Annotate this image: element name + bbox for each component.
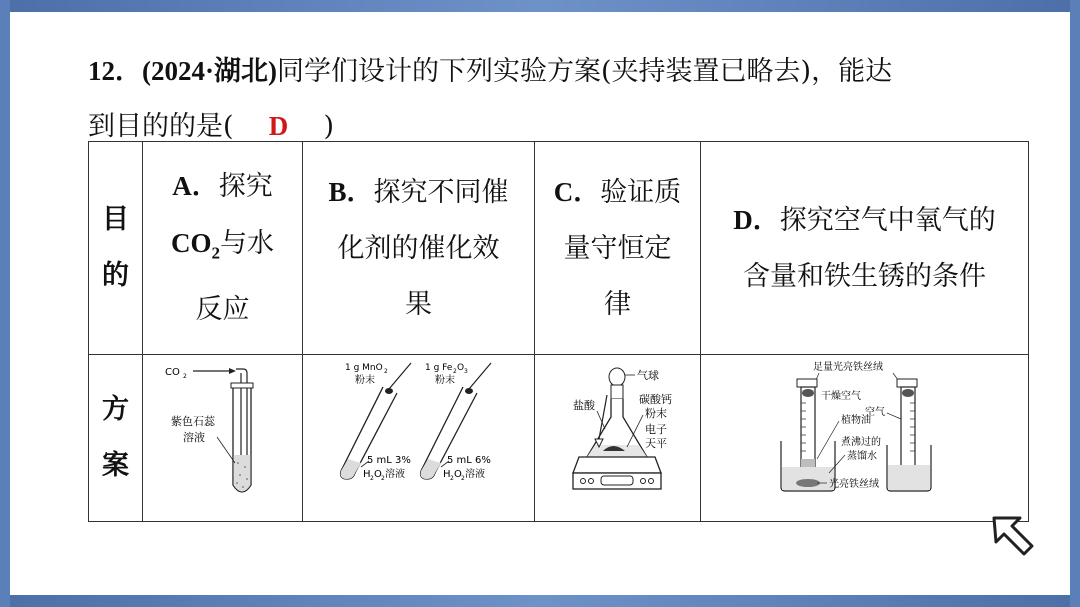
svg-text:粉末: 粉末 [355,375,375,386]
svg-text:光亮铁丝绒: 光亮铁丝绒 [829,479,879,490]
svg-text:O: O [457,363,465,373]
svg-text:足量光亮铁丝绒: 足量光亮铁丝绒 [813,362,883,373]
scheme-header: 方 案 [89,355,143,522]
question-source: (2024·湖北) [142,56,277,86]
slide-frame-top [0,0,1080,12]
question-line1: 同学们设计的下列实验方案(夹持装置已略去)，能达 [277,56,893,87]
svg-text:O: O [454,469,462,480]
svg-text:溶液: 溶液 [385,469,405,480]
svg-text:2: 2 [450,475,454,482]
svg-text:天平: 天平 [645,437,667,450]
svg-text:盐酸: 盐酸 [573,399,595,412]
svg-text:1 g MnO: 1 g MnO [345,363,383,373]
svg-text:2: 2 [370,475,374,482]
svg-text:5 mL 3%: 5 mL 3% [367,455,411,466]
svg-text:2: 2 [183,373,187,380]
svg-text:2: 2 [461,475,465,482]
svg-text:H: H [363,469,371,480]
svg-text:2: 2 [381,475,385,482]
svg-text:蒸馏水: 蒸馏水 [847,451,877,462]
svg-text:H: H [443,469,451,480]
diagram-b-catalyst-tubes [303,355,535,501]
cursor-arrow-icon[interactable] [980,510,1040,564]
option-b-purpose: B．探究不同催 化剂的催化效 果 [303,142,535,355]
scheme-row [89,355,1029,522]
purpose-row [89,142,1029,355]
svg-text:空气: 空气 [865,407,885,418]
svg-text:溶液: 溶液 [183,431,205,444]
option-a-purpose: A．探究 $CO_2$与水 反应 [143,142,303,355]
svg-text:1 g Fe: 1 g Fe [425,363,453,373]
svg-text:5 mL 6%: 5 mL 6% [447,455,491,466]
svg-text:2: 2 [453,368,457,375]
svg-text:2: 2 [384,368,388,375]
slide-frame-bottom [0,595,1080,607]
slide-frame-right [1070,0,1080,607]
question-line2: 到目的的是( [88,111,234,142]
diagram-c-cell [535,355,701,522]
svg-text:紫色石蕊: 紫色石蕊 [171,415,215,428]
question-text [88,44,1038,154]
option-c-purpose: C．验证质 量守恒定 律 [535,142,701,355]
right-graduated-tube [887,379,931,491]
svg-text:粉末: 粉末 [645,407,667,420]
answer-text: D [268,111,289,141]
svg-text:干燥空气: 干燥空气 [821,391,861,402]
svg-text:煮沸过的: 煮沸过的 [841,437,881,448]
diagram-a-cell [143,355,303,522]
svg-text:气球: 气球 [637,369,659,382]
question-number: 12． [88,56,142,86]
svg-text:溶液: 溶液 [465,469,485,480]
svg-text:CO: CO [165,367,180,378]
svg-text:电子: 电子 [645,423,667,436]
diagram-a-test-tube [143,355,303,501]
diagram-c-balance [535,355,701,501]
diagram-b-cell [303,355,535,522]
diagram-d-cell [701,355,1029,522]
svg-text:O: O [374,469,382,480]
purpose-header: 目 的 [89,142,143,355]
svg-text:碳酸钙: 碳酸钙 [639,393,672,406]
svg-text:粉末: 粉末 [435,375,455,386]
diagram-d-iron-rust [701,355,1029,501]
svg-text:植物油: 植物油 [841,415,871,426]
experiment-table [88,141,1029,522]
svg-text:3: 3 [464,368,468,375]
slide-frame-left [0,0,10,607]
question-close: ) [323,111,335,142]
option-d-purpose: D．探究空气中氧气的 含量和铁生锈的条件 [701,142,1029,355]
